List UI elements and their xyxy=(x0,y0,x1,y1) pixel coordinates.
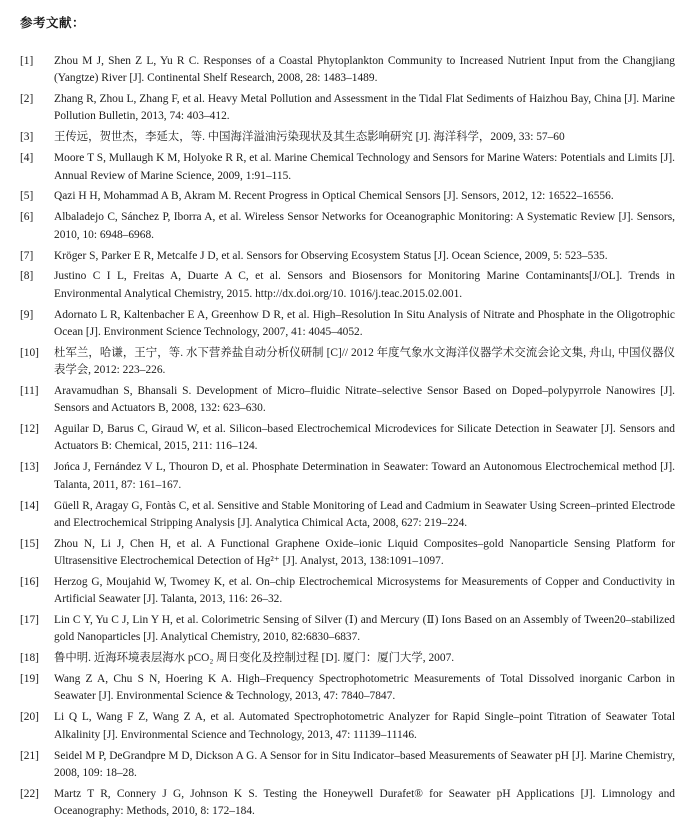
reference-number: [7] xyxy=(20,249,34,262)
reference-number: [9] xyxy=(20,308,34,321)
reference-item xyxy=(20,459,675,494)
reference-item xyxy=(20,53,675,88)
reference-number: [12] xyxy=(20,423,39,436)
reference-text: Adornato L R, Kaltenbacher E A, Greenhow D R, et al. High–Resolution In Situ Analysis of Nitrate and Phosphate in the Oligotrophic Ocean [J]. Environment Science Technology, 2007, 41: 4045–4052. xyxy=(54,308,675,338)
reference-number: [6] xyxy=(20,211,34,224)
reference-text: Zhou N, Li J, Chen H, et al. A Functional Graphene Oxide–ionic Liquid Composites–gold Nanoparticle Sensing Platform for Ultrasensitive Electrochemical Detection of Hg²⁺ [J]. Analyst, 2013, 138:1091–1097. xyxy=(54,537,675,568)
reference-text: Wang Z A, Chu S N, Hoering K A. High–Frequency Spectrophotometric Measurements of Total Dissolved inorganic Carbon in Seawater [J]. Environmental Science & Technology, 2013, 47: 7840–7847. xyxy=(54,673,675,703)
reference-item xyxy=(20,650,675,667)
reference-item xyxy=(20,786,675,820)
reference-number: [17] xyxy=(20,614,39,627)
reference-text: Moore T S, Mullaugh K M, Holyoke R R, et al. Marine Chemical Technology and Sensors for Marine Waters: Potentials and Limits [J]. Annual Review of Marine Science, 2009, 1:91–115. xyxy=(54,152,675,182)
reference-text: Seidel M P, DeGrandpre M D, Dickson A G. A Sensor for in Situ Indicator–based Measurements of Seawater pH [J]. Marine Chemistry, 2008, 109: 18–28. xyxy=(54,749,675,779)
reference-number: [16] xyxy=(20,575,39,588)
reference-number: [4] xyxy=(20,152,34,165)
reference-item xyxy=(20,345,675,380)
reference-text: 鲁中明. 近海环境表层海水 pCO₂ 周日变化及控制过程 [D]. 厦门：厦门大学, 2007. xyxy=(54,652,455,665)
reference-item xyxy=(20,188,675,205)
reference-text: Güell R, Aragay G, Fontàs C, et al. Sensitive and Stable Monitoring of Lead and Cadmium in Seawater Using Screen–printed Electrode and Electrochemical Stripping Analysis [J]. Analytica Chimical Acta, 2008, 627: 219–224. xyxy=(54,499,675,529)
reference-item xyxy=(20,129,675,146)
reference-number: [10] xyxy=(20,346,39,359)
reference-item xyxy=(20,268,675,303)
reference-number: [15] xyxy=(20,537,39,550)
reference-text: Li Q L, Wang F Z, Wang Z A, et al. Automated Spectrophotometric Analyzer for Rapid Single–point Titration of Seawater Total Alkalinity [J]. Environmental Science and Technology, 2013, 47: 11139–11146. xyxy=(54,711,675,741)
reference-item xyxy=(20,150,675,185)
reference-number: [21] xyxy=(20,749,39,762)
reference-item xyxy=(20,383,675,418)
reference-text: Zhou M J, Shen Z L, Yu R C. Responses of a Coastal Phytoplankton Community to Increased Nutrient Input from the Changjiang (Yangtze) River [J]. Continental Shelf Research, 2008, 28: 1483–1489. xyxy=(54,55,675,85)
reference-number: [1] xyxy=(20,55,34,67)
reference-list xyxy=(20,53,675,820)
reference-text: Aravamudhan S, Bhansali S. Development of Micro–fluidic Nitrate–selective Sensor Based on Doped–polypyrrole Nanowires [J]. Sensors and Actuators B, 2008, 132: 623–630. xyxy=(54,384,675,415)
reference-number: [8] xyxy=(20,270,34,283)
reference-item xyxy=(20,574,675,609)
reference-text: Justino C I L, Freitas A, Duarte A C, et al. Sensors and Biosensors for Monitoring Marine Contaminants[J/OL]. Trends in Environmental Analytical Chemistry, 2015. http://dx.doi.org/10. 1016/j.teac.2015.02.001. xyxy=(54,270,675,300)
reference-item xyxy=(20,612,675,647)
reference-item xyxy=(20,248,675,265)
reference-text: Herzog G, Moujahid W, Twomey K, et al. On–chip Electrochemical Microsystems for Measurements of Copper and Conductivity in Artificial Seawater [J]. Talanta, 2013, 116: 26–32. xyxy=(54,575,675,606)
reference-item xyxy=(20,748,675,783)
reference-number: [22] xyxy=(20,787,39,800)
reference-number: [13] xyxy=(20,461,39,474)
reference-item xyxy=(20,421,675,456)
reference-item xyxy=(20,91,675,126)
references-heading: 参考文献： xyxy=(20,15,86,30)
reference-number: [2] xyxy=(20,93,34,106)
reference-text: Zhang R, Zhou L, Zhang F, et al. Heavy Metal Pollution and Assessment in the Tidal Flat Sediments of Haizhou Bay, China [J]. Marine Pollution Bulletin, 2013, 74: 403–412. xyxy=(54,93,675,123)
reference-number: [20] xyxy=(20,711,39,724)
reference-text: Lin C Y, Yu C J, Lin Y H, et al. Colorimetric Sensing of Silver (Ⅰ) and Mercury (Ⅱ) Ions Based on an Assembly of Tween20–stabilized gold Nanoparticles [J]. Analytical Chemistry, 2010, 82:6830–6837. xyxy=(54,614,675,644)
reference-number: [18] xyxy=(20,652,39,665)
reference-text: 王传远，贺世杰，李延太，等. 中国海洋溢油污染现状及其生态影响研究 [J]. 海洋科学，2009, 33: 57–60 xyxy=(54,131,565,144)
reference-text: Jońca J, Fernández V L, Thouron D, et al. Phosphate Determination in Seawater: Toward an Autonomous Electrochemical method [J]. Talanta, 2011, 87: 161–167. xyxy=(54,461,675,491)
reference-text: Martz T R, Connery J G, Johnson K S. Testing the Honeywell Durafet® for Seawater pH Applications [J]. Limnology and Oceanography: Methods, 2010, 8: 172–184. xyxy=(54,787,675,818)
reference-number: [14] xyxy=(20,499,39,512)
reference-text: Kröger S, Parker E R, Metcalfe J D, et al. Sensors for Observing Ecosystem Status [J]. Ocean Science, 2009, 5: 523–535. xyxy=(54,249,608,262)
reference-number: [11] xyxy=(20,384,39,397)
reference-item xyxy=(20,498,675,533)
reference-number: [3] xyxy=(20,131,34,144)
reference-item xyxy=(20,536,675,571)
reference-item xyxy=(20,709,675,744)
reference-number: [5] xyxy=(20,190,34,203)
reference-item xyxy=(20,307,675,342)
reference-text: Qazi H H, Mohammad A B, Akram M. Recent Progress in Optical Chemical Sensors [J]. Sensors, 2012, 12: 16522–16556. xyxy=(54,190,614,203)
reference-text: 杜军兰，哈谦，王宁，等. 水下营养盐自动分析仪研制 [C]// 2012 年度气象水文海洋仪器学术交流会论文集, 舟山, 中国仪器仪表学会, 2012: 223–226. xyxy=(54,346,675,377)
reference-number: [19] xyxy=(20,673,39,686)
reference-item xyxy=(20,671,675,706)
reference-item xyxy=(20,209,675,244)
reference-text: Aguilar D, Barus C, Giraud W, et al. Silicon–based Electrochemical Microdevices for Silicate Detection in Seawater [J]. Sensors and Actuators B: Chemical, 2015, 211: 116–124. xyxy=(54,423,675,453)
reference-text: Albaladejo C, Sánchez P, Iborra A, et al. Wireless Sensor Networks for Oceanographic Monitoring: A Systematic Review [J]. Sensors, 2010, 10: 6948–6968. xyxy=(54,211,675,241)
